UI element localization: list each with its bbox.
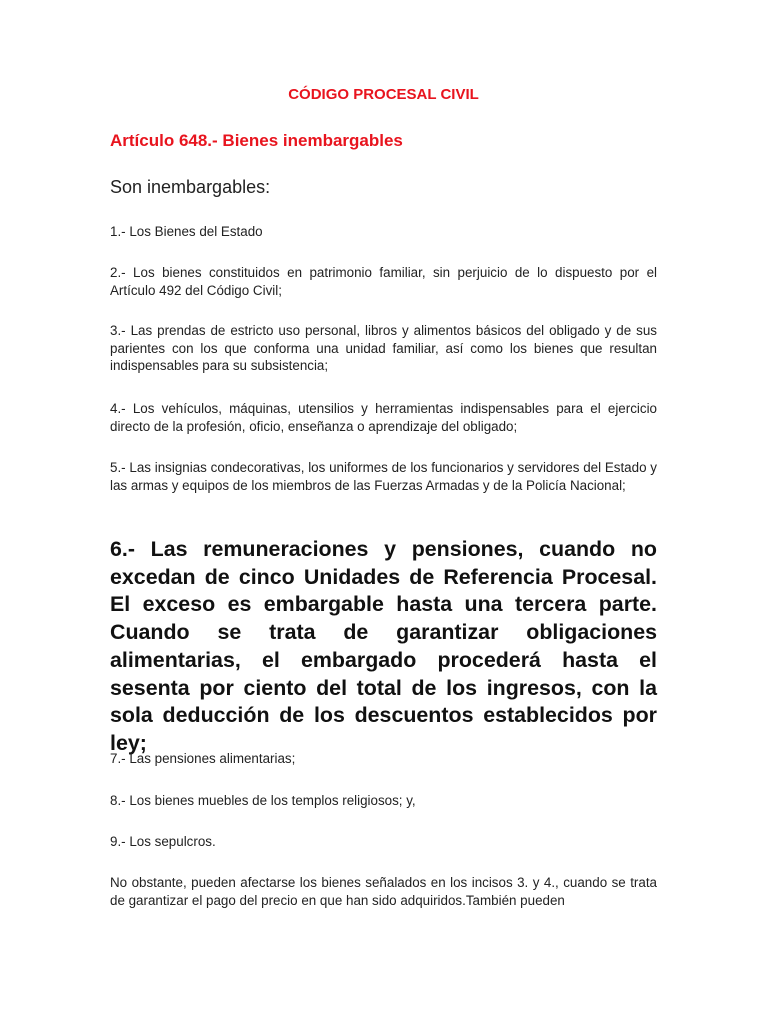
list-item-7: 7.- Las pensiones alimentarias; [110,751,296,766]
list-item-9: 9.- Los sepulcros. [110,834,216,849]
closing-paragraph: No obstante, pueden afectarse los bienes señalados en los incisos 3. y 4., cuando se trata de garantizar el pago del precio en que han sido adquiridos.También pueden [110,875,657,908]
list-item-3: 3.- Las prendas de estricto uso personal, libros y alimentos básicos del obligado y de sus parientes con los que conforma una unidad familiar, así como los bienes que resultan indispensables para su subsistencia; [110,323,657,374]
list-item-4: 4.- Los vehículos, máquinas, utensilios y herramientas indispensables para el ejercicio directo de la profesión, oficio, enseñanza o aprendizaje del obligado; [110,401,657,434]
article-heading: Artículo 648.- Bienes inembargables [110,131,403,150]
list-item-2: 2.- Los bienes constituidos en patrimonio familiar, sin perjuicio de lo dispuesto por el Artículo 492 del Código Civil; [110,265,657,298]
list-item-1: 1.- Los Bienes del Estado [110,224,263,239]
document-title: CÓDIGO PROCESAL CIVIL [288,86,479,103]
list-item-6-emphasized: 6.- Las remuneraciones y pensiones, cuando no excedan de cinco Unidades de Referencia Procesal. El exceso es embargable hasta una tercera parte. Cuando se trata de garantizar obligaciones alimentarias, el embargado procederá hasta el sesenta por ciento del total de los ingresos, con la sola deducción de los descuentos establecidos por ley; [110,537,657,755]
list-item-5: 5.- Las insignias condecorativas, los uniformes de los funcionarios y servidores del Estado y las armas y equipos de los miembros de las Fuerzas Armadas y de la Policía Nacional; [110,460,657,493]
intro-text: Son inembargables: [110,177,271,197]
list-item-8: 8.- Los bienes muebles de los templos religiosos; y, [110,793,416,808]
